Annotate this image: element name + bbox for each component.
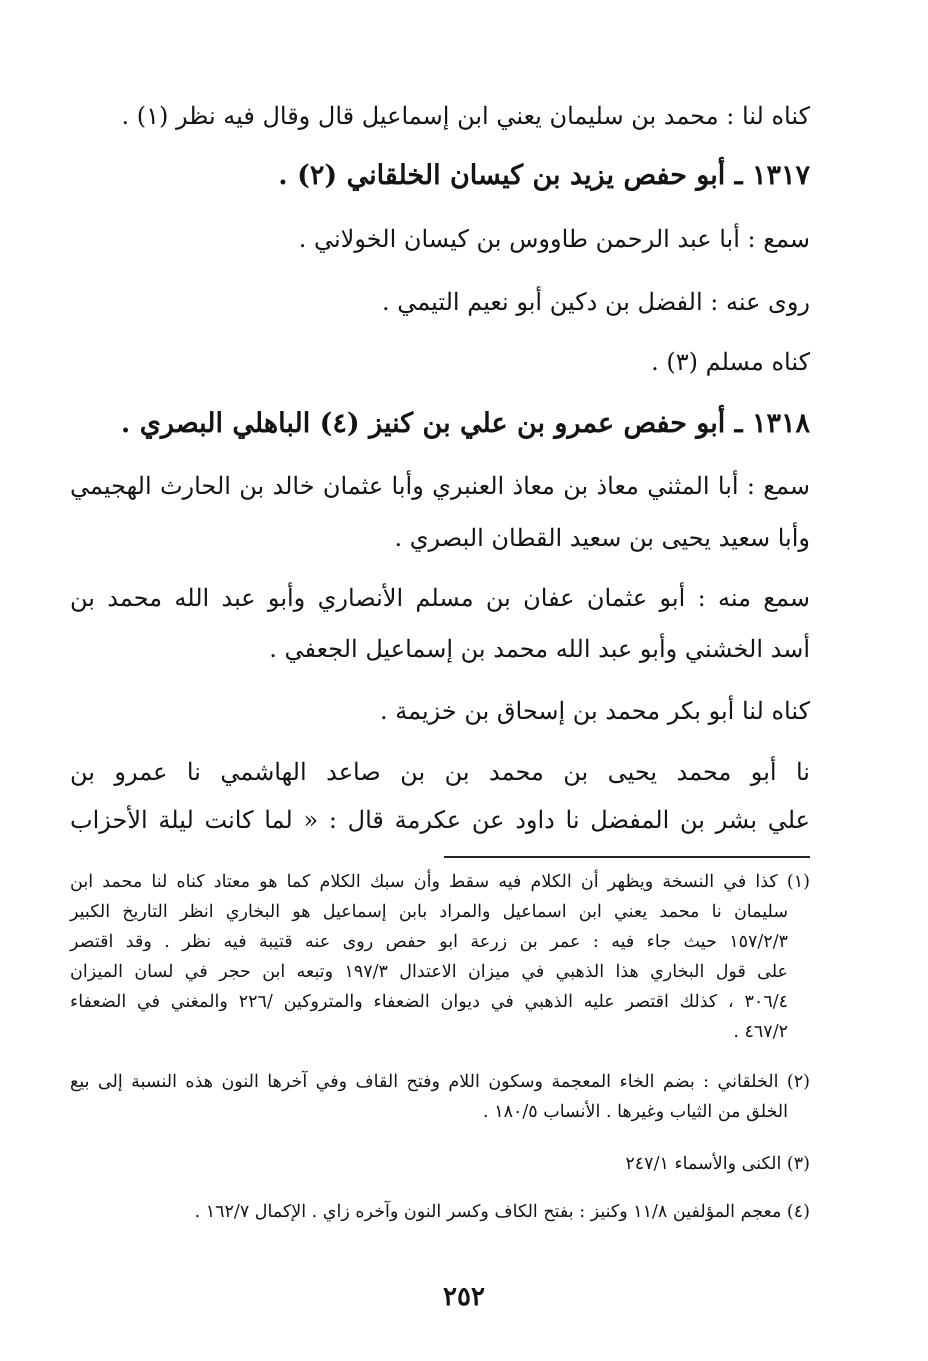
footnote-line: (١) كذا في النسخة ويظهر أن الكلام فيه سقط وأن سبك الكلام كما هو معتاد كناه لنا محمد ابن bbox=[70, 872, 810, 892]
text-line: كناه لنا أبو بكر محمد بن إسحاق بن خزيمة . bbox=[379, 697, 810, 725]
text-line: سمع منه : أبو عثمان عفان بن مسلم الأنصاري وأبو عبد الله محمد بن bbox=[70, 584, 810, 612]
footnote-line: ١٥٧/٢/٣ حيث جاء فيه : عمر بن زرعة ابو حفص روى عنه قتيبة فيه نظر . وقد اقتصر bbox=[70, 932, 788, 952]
footnote-line: (٤) معجم المؤلفين ١١/٨ وكنيز : بفتح الكاف وكسر النون وآخره زاي . الإكمال ١٦٢/٧ . bbox=[194, 1202, 810, 1222]
footnote-line: (٢) الخلقاني : بضم الخاء المعجمة وسكون اللام وفتح القاف وفي آخرها النون هذه النسبة إلى بيع bbox=[70, 1072, 810, 1092]
text-line: أسد الخشني وأبو عبد الله محمد بن إسماعيل الجعفي . bbox=[269, 635, 810, 663]
text-line: كناه لنا : محمد بن سليمان يعني ابن إسماعيل قال وقال فيه نظر (١) . bbox=[121, 102, 810, 130]
entry-heading-1317: ١٣١٧ ـ أبو حفص يزيد بن كيسان الخلقاني (٢) . bbox=[278, 160, 810, 191]
footnote-line: على قول البخاري هذا الذهبي في ميزان الاعتدال ١٩٧/٣ وتبعه ابن حجر في لسان الميزان bbox=[70, 962, 788, 982]
footnote-divider bbox=[444, 856, 810, 858]
footnote-line: (٣) الكنى والأسماء ٢٤٧/١ bbox=[625, 1154, 810, 1174]
footnote-line: ٣٠٦/٤ ، كذلك اقتصر عليه الذهبي في ديوان الضعفاء والمتروكين /٢٢٦ والمغني في الضعفاء bbox=[70, 992, 789, 1012]
entry-heading-1318: ١٣١٨ ـ أبو حفص عمرو بن علي بن كنيز (٤) الباهلي البصري . bbox=[120, 408, 810, 439]
text-line: نا أبو محمد يحيى بن محمد بن بن صاعد الهاشمي نا عمرو بن bbox=[70, 758, 810, 786]
footnote-line: سليمان نا محمد يعني ابن اسماعيل والمراد بابن إسماعيل هو البخاري انظر التاريخ الكبير bbox=[70, 902, 788, 922]
text-line: سمع : أبا عبد الرحمن طاووس بن كيسان الخولاني . bbox=[298, 225, 810, 253]
footnote-line: ٤٦٧/٢ . bbox=[733, 1022, 788, 1042]
text-line: سمع : أبا المثني معاذ بن معاذ العنبري وأبا عثمان خالد بن الحارث الهجيمي bbox=[70, 472, 810, 500]
text-line: وأبا سعيد يحيى بن سعيد القطان البصري . bbox=[394, 524, 810, 552]
footnote-line: الخلق من الثياب وغيرها . الأنساب ١٨٠/٥ . bbox=[483, 1102, 788, 1122]
text-line: كناه مسلم (٣) . bbox=[651, 348, 810, 376]
text-line: علي بشر بن المفضل نا داود عن عكرمة قال : « لما كانت ليلة الأحزاب bbox=[70, 806, 810, 834]
page-number: ٢٥٢ bbox=[443, 1282, 485, 1312]
text-line: روى عنه : الفضل بن دكين أبو نعيم التيمي . bbox=[381, 288, 810, 316]
